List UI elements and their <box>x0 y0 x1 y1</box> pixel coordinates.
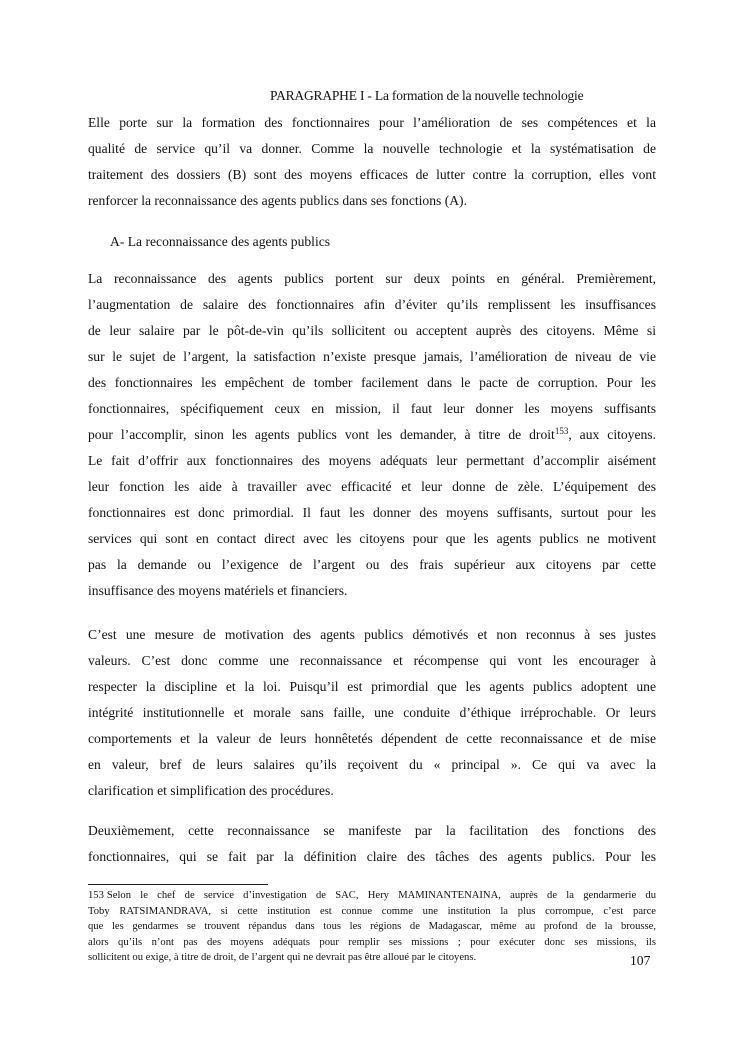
text-line: intégrité institutionnelle et morale sans faille, une conduite d’éthique irréprochable. Or leurs <box>88 705 656 720</box>
paragraph-1 <box>88 266 656 604</box>
subsection-heading: A- La reconnaissance des agents publics <box>110 234 331 249</box>
footnote-line: sollicitent ou exige, à titre de droit, de l’argent qui ne devrait pas être alloué par le citoyens. <box>88 952 477 964</box>
text-line: fonctionnaires, qui se fait par la définition claire des tâches des agents publics. Pour les <box>88 849 656 864</box>
text-line: pas la demande ou l’exigence de l’argent ou des frais supérieur aux citoyens par cette <box>88 557 656 572</box>
text-line: comportements et la valeur de leurs honnêtetés dépendent de cette reconnaissance et de mise <box>88 731 656 746</box>
text-line: clarification et simplification des procédures. <box>88 783 334 798</box>
footnote-number: 153 <box>88 890 104 901</box>
text-line: C’est une mesure de motivation des agents publics démotivés et non reconnus à ses justes <box>88 627 656 642</box>
paragraph-3 <box>88 818 656 870</box>
text-line: respecter la discipline et la loi. Puisqu’il est primordial que les agents publics adoptent une <box>88 679 656 694</box>
intro-paragraph <box>88 110 656 214</box>
footnote-line <box>88 888 656 904</box>
footnote <box>88 888 656 966</box>
paragraph-2 <box>88 622 656 804</box>
text-line: des fonctionnaires les empêchent de tomber facilement dans le pacte de corruption. Pour les <box>88 375 656 390</box>
footnote-reference: 153 <box>554 426 569 436</box>
text-line: La reconnaissance des agents publics portent sur deux points en général. Premièrement, <box>88 271 656 286</box>
text-line: renforcer la reconnaissance des agents publics dans ses fonctions (A). <box>88 193 467 208</box>
text-line: fonctionnaires, spécifiquement ceux en mission, il faut leur donner les moyens suffisants <box>88 401 656 416</box>
text-line: traitement des dossiers (B) sont des moyens efficaces de lutter contre la corruption, elles vont <box>88 167 656 182</box>
text-line: Elle porte sur la formation des fonctionnaires pour l’amélioration de ses compétences et la <box>88 115 656 130</box>
footnote-line: Toby RATSIMANDRAVA, si cette institution est connue comme une institution la plus corrompue, c’est parce <box>88 905 656 917</box>
text-line: Le fait d’offrir aux fonctionnaires des moyens adéquats leur permettant d’accomplir aisément <box>88 453 656 468</box>
text-segment: pour l’accomplir, sinon les agents publics vont les demander, à titre de droit <box>88 427 555 442</box>
section-heading: PARAGRAPHE I - La formation de la nouvelle technologie <box>270 88 584 103</box>
text-line-with-footnote <box>88 422 656 448</box>
footnote-line: alors qu’ils n’ont pas des moyens adéquats pour remplir ses missions ; pour exécuter donc ses missions, ils <box>88 936 656 948</box>
text-line: de leur salaire par le pôt-de-vin qu’ils sollicitent ou acceptent auprès des citoyens. Même si <box>88 323 656 338</box>
text-line: valeurs. C’est donc comme une reconnaissance et récompense qui vont les encourager à <box>88 653 656 668</box>
text-line: qualité de service qu’il va donner. Comme la nouvelle technologie et la systématisation de <box>88 141 656 156</box>
text-line: en valeur, bref de leurs salaires qu’ils reçoivent du « principal ». Ce qui va avec la <box>88 757 656 772</box>
footnote-text: Selon le chef de service d’investigation de SAC, Hery MAMINANTENAINA, auprès de la gendarmerie du <box>106 890 656 901</box>
footnote-separator <box>88 884 268 885</box>
text-line: Deuxièmement, cette reconnaissance se manifeste par la facilitation des fonctions des <box>88 823 656 838</box>
text-line: services qui sont en contact direct avec les citoyens pour que les agents publics ne motivent <box>88 531 656 546</box>
text-line: fonctionnaires est donc primordial. Il faut les donner des moyens suffisants, surtout pour les <box>88 505 656 520</box>
text-line: l’augmentation de salaire des fonctionnaires afin d’éviter qu’ils remplissent les insuffisances <box>88 297 656 312</box>
text-line: insuffisance des moyens matériels et financiers. <box>88 583 348 598</box>
footnote-line: que les gendarmes se trouvent répandus dans tous les régions de Madagascar, même au profond de la brousse, <box>88 921 656 933</box>
text-line: sur le sujet de l’argent, la satisfaction n’existe presque jamais, l’amélioration de niveau de vie <box>88 349 656 364</box>
page-number: 107 <box>630 953 651 968</box>
text-segment: , aux citoyens. <box>568 427 656 442</box>
text-line: leur fonction les aide à travailler avec efficacité et leur donne de zèle. L’équipement des <box>88 479 656 494</box>
